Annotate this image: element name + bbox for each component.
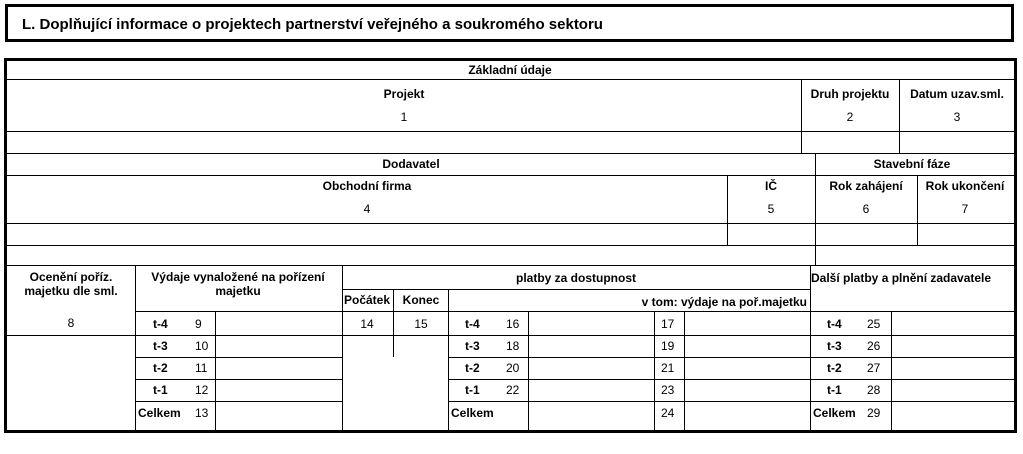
row-label: t-2 [153, 361, 168, 375]
row-num: 11 [195, 361, 208, 375]
asset-valuation-num: 8 [67, 316, 75, 330]
start-num: 14 [360, 317, 374, 331]
grid-line [7, 265, 1014, 266]
row-num: 21 [661, 361, 675, 375]
other-payments-header: Další platby a plnění zadavatele [811, 271, 992, 285]
row-label: t-2 [465, 361, 480, 375]
grid-line [135, 357, 342, 358]
end-year-num: 7 [961, 202, 969, 216]
total-label: Celkem [138, 406, 181, 420]
row-label: t-2 [827, 361, 842, 375]
row-num: 10 [195, 339, 209, 353]
grid-line [448, 289, 449, 431]
basic-info-header: Základní údaje [468, 63, 552, 77]
company-name-label: Obchodní firma [322, 179, 412, 193]
row-num: 12 [195, 383, 209, 397]
start-year-num: 6 [862, 202, 870, 216]
company-id-num: 5 [767, 202, 775, 216]
grid-line [393, 289, 394, 357]
grid-line [815, 153, 816, 265]
row-label: t-3 [827, 339, 842, 353]
end-label: Konec [402, 293, 440, 307]
grid-line [135, 265, 136, 431]
end-num: 15 [414, 317, 428, 331]
total-num: 13 [195, 406, 209, 420]
row-num: 23 [661, 383, 675, 397]
row-label: t-1 [827, 383, 842, 397]
grid-line [654, 311, 655, 431]
row-label: t-3 [465, 339, 480, 353]
grid-line [448, 357, 1014, 358]
row-num: 25 [867, 317, 881, 331]
row-label: t-4 [827, 317, 842, 331]
row-num: 28 [867, 383, 881, 397]
grid-line [448, 401, 1014, 402]
row-label: t-1 [465, 383, 480, 397]
row-num: 27 [867, 361, 881, 375]
row-num: 22 [506, 383, 520, 397]
grid-line [7, 131, 1014, 132]
project-num: 1 [400, 110, 408, 124]
acquisition-expenses-label-1: Výdaje vynaložené na pořízení [151, 270, 325, 284]
grid-line [7, 223, 1014, 224]
supplier-header: Dodavatel [382, 157, 440, 171]
section-title-box [5, 4, 1014, 42]
grid-line [342, 289, 810, 290]
total-label: Celkem [451, 406, 494, 420]
project-type-label: Druh projektu [810, 87, 890, 101]
construction-phase-header: Stavební fáze [873, 157, 951, 171]
row-num: 16 [506, 317, 520, 331]
grid-line [135, 401, 342, 402]
end-year-label: Rok ukončení [925, 179, 1005, 193]
project-label: Projekt [383, 87, 425, 101]
asset-valuation-label-2: majetku dle sml. [24, 284, 118, 298]
acquisition-expenses-label-2: majetku [215, 284, 261, 298]
grid-line [7, 245, 1014, 246]
of-which-label: v tom: výdaje na poř.majetku [641, 295, 807, 309]
row-label: t-4 [153, 317, 168, 331]
grid-line [727, 175, 728, 245]
grid-line [684, 311, 685, 431]
grid-line [7, 335, 1014, 336]
availability-payments-header: platby za dostupnost [516, 271, 636, 285]
grid-line [7, 79, 1014, 80]
contract-date-label: Datum uzav.sml. [910, 87, 1004, 101]
grid-line [801, 79, 802, 153]
total-label: Celkem [813, 406, 856, 420]
grid-line [135, 379, 342, 380]
grid-line [528, 311, 529, 431]
grid-line [135, 311, 1014, 312]
row-num: 26 [867, 339, 881, 353]
row-num: 20 [506, 361, 520, 375]
row-label: t-3 [153, 339, 168, 353]
row-num: 19 [661, 339, 675, 353]
row-label: t-1 [153, 383, 168, 397]
grid-line [899, 79, 900, 153]
project-info-form [4, 58, 1017, 433]
grid-line [342, 265, 343, 431]
grid-line [7, 153, 1014, 154]
start-label: Počátek [343, 293, 391, 307]
grid-line [891, 311, 892, 431]
start-year-label: Rok zahájení [829, 179, 903, 193]
grid-line [215, 311, 216, 431]
row-num: 17 [661, 317, 675, 331]
grid-line [7, 175, 1014, 176]
row-num: 18 [506, 339, 520, 353]
contract-date-num: 3 [953, 110, 961, 124]
company-id-label: IČ [765, 179, 777, 193]
grid-line [810, 265, 811, 431]
total-num: 29 [867, 406, 881, 420]
total-num: 24 [661, 406, 675, 420]
grid-line [917, 175, 918, 245]
row-num: 9 [195, 317, 202, 331]
company-name-num: 4 [363, 202, 371, 216]
grid-line [448, 379, 1014, 380]
asset-valuation-label-1: Ocenění poříz. [29, 270, 113, 284]
project-type-num: 2 [846, 110, 854, 124]
section-title: L. Doplňující informace o projektech partnerství veřejného a soukromého sektoru [22, 16, 603, 33]
row-label: t-4 [465, 317, 480, 331]
